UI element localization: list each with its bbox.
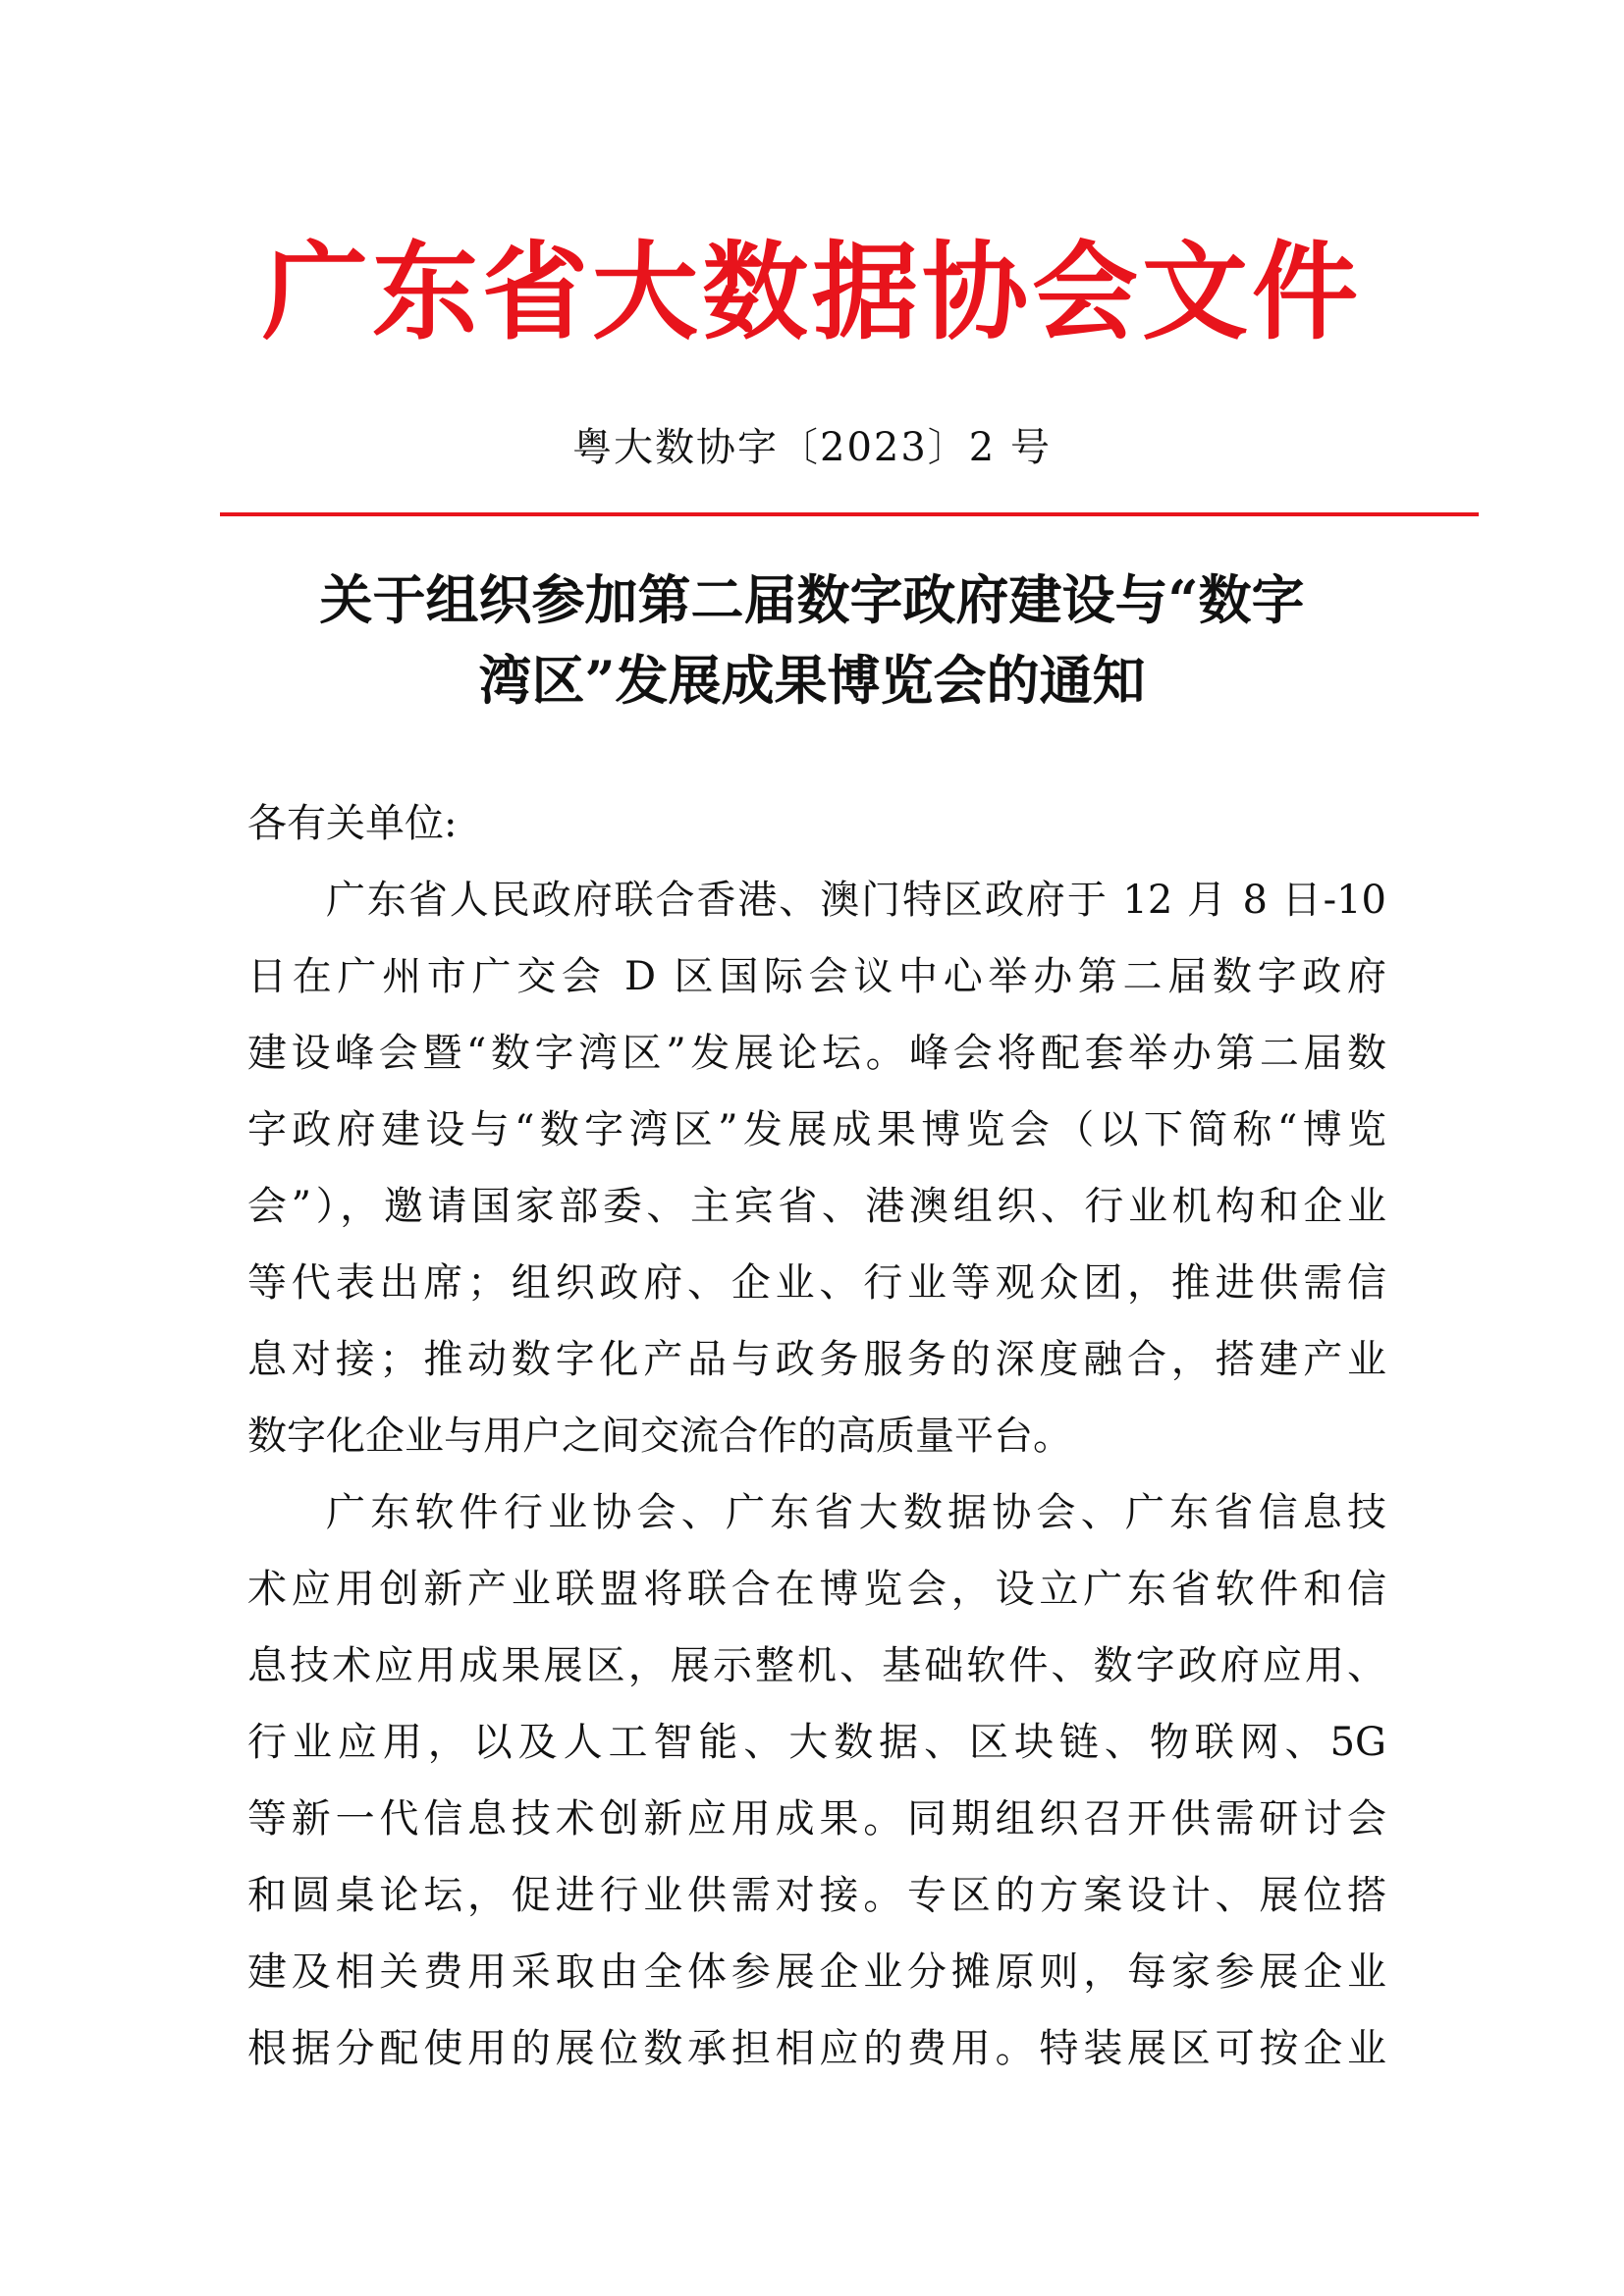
paragraph-line: 广东软件行业协会、广东省大数据协会、广东省信息技 bbox=[326, 1490, 1386, 1535]
document-number: 粤大数协字〔2023〕2 号 bbox=[572, 425, 1052, 470]
notice-body bbox=[247, 785, 1386, 2087]
notice-title-line: 湾区”发展成果博览会的通知 bbox=[478, 649, 1146, 712]
paragraph-line: 字政府建设与“数字湾区”发展成果博览会（以下简称“博览 bbox=[247, 1107, 1386, 1152]
document-header-title: 广东省大数据协会文件 bbox=[261, 231, 1362, 354]
notice-title-line: 关于组织参加第二届数字政府建设与“数字 bbox=[319, 568, 1305, 631]
paragraph-line: 术应用创新产业联盟将联合在博览会，设立广东省软件和信 bbox=[247, 1567, 1386, 1612]
paragraph-line: 广东省人民政府联合香港、澳门特区政府于 12 月 8 日-10 bbox=[326, 878, 1386, 923]
paragraph-line: 息对接；推动数字化产品与政务服务的深度融合，搭建产业 bbox=[247, 1337, 1386, 1382]
paragraph-line: 等新一代信息技术创新应用成果。同期组织召开供需研讨会 bbox=[247, 1796, 1386, 1842]
body-paragraph bbox=[247, 862, 1386, 1474]
notice-title bbox=[226, 560, 1398, 721]
paragraph-line: 数字化企业与用户之间交流合作的高质量平台。 bbox=[247, 1414, 1072, 1459]
paragraph-line: 建及相关费用采取由全体参展企业分摊原则，每家参展企业 bbox=[247, 1949, 1386, 1995]
paragraph-line: 和圆桌论坛，促进行业供需对接。专区的方案设计、展位搭 bbox=[247, 1873, 1386, 1918]
red-divider-line bbox=[220, 512, 1479, 516]
paragraph-line: 会”），邀请国家部委、主宾省、港澳组织、行业机构和企业 bbox=[247, 1184, 1386, 1229]
paragraph-line: 日在广州市广交会 D 区国际会议中心举办第二届数字政府 bbox=[247, 954, 1386, 999]
paragraph-line: 建设峰会暨“数字湾区”发展论坛。峰会将配套举办第二届数 bbox=[247, 1031, 1386, 1076]
paragraph-line: 息技术应用成果展区，展示整机、基础软件、数字政府应用、 bbox=[247, 1643, 1386, 1688]
paragraph-line: 行业应用，以及人工智能、大数据、区块链、物联网、5G bbox=[247, 1720, 1386, 1765]
paragraph-line: 根据分配使用的展位数承担相应的费用。特装展区可按企业 bbox=[247, 2026, 1386, 2071]
salutation: 各有关单位: bbox=[247, 801, 458, 846]
body-paragraph bbox=[247, 1474, 1386, 2087]
paragraph-line: 等代表出席；组织政府、企业、行业等观众团，推进供需信 bbox=[247, 1260, 1386, 1306]
